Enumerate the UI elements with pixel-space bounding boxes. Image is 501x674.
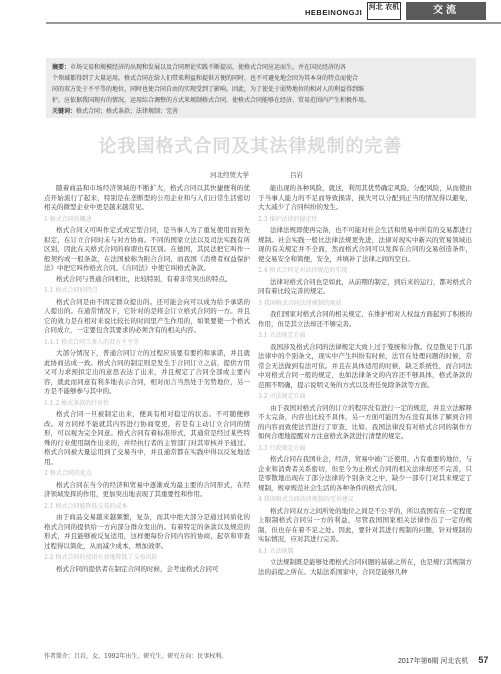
abstract-line-1 <box>52 62 346 71</box>
abstract-text: 市场交易和规模经济的出现和发展以及合同理论实践不断提高，使格式合同应运而生。并在国民经济的各 <box>70 64 347 71</box>
section-heading: 1.1.1 格式合同当事人的双方不平等 <box>44 338 140 346</box>
body-paragraph: 由于我国对格式合同的订立的程序没有进行一定的规范，并且立法解释不太完备，内容也比较不具体，另一方面可能因为在没有具体了解到合同的内容而致使法官进行了审查，比如，我国法律没有对格式合同的制作方如何合理地提醒对方注意格式条款进行清楚的规定。 <box>258 403 472 440</box>
section-heading: 1.1 格式合同的特点 <box>44 287 98 294</box>
body-paragraph: 格式合同与普通合同相比，比较特别，有着非常突出的特点。 <box>56 274 232 283</box>
body-paragraph: 我国涉及格式合同的法律规定大致上过于笼统和分散。仅是散见于几部法律中的个别条文，现实中产生纠纷有时候，法官在处理问题的时候，常常会无法做到有法可依。并且在具体适用的时候，缺乏系统性，而合同法中对格式合同一般的规定，也如法律条文的内容还不够具体，格式条款的范围不明确，提示说明义务的方式以及责任免除条款等方面。 <box>258 342 472 389</box>
body-paragraph: 格式合同是由不固定群众提出的。还可能会向可以成为给予承诺的人提出的。在通常情况下，它针对的是将会订立格式合同的一方。并且它的效力是在相对来说比较长的时间里产生作用的，如果要使一个格式合同成立，一定要包含其要求的必须含有的相关内容。 <box>44 297 250 334</box>
page-number: 57 <box>478 655 489 665</box>
body-paragraph: 法律对格式合同也是如此，从前期的制定，到后来的运行，都对格式合同有着比较完善的规定。 <box>258 277 472 295</box>
issue-label: 2017年第6期 <box>398 658 439 665</box>
section-heading: 2.3 维护法律的稳定性 <box>258 215 318 223</box>
author-name: 吕岩 <box>290 171 303 179</box>
section-tag: 交流 <box>406 2 486 20</box>
section-heading: 3.1 立法规定方面 <box>258 332 306 339</box>
author-affiliation: 河北经贸大学 <box>210 171 249 179</box>
body-paragraph: 格式合同在我国社会，经济，贸易中被广泛使用，占有重要的地位，与企业和消费者关系密切，但至今为止格式合同的相关法律却还不完善，只是零散地出现在了部分法律的个别条文之中，缺少一部专门对其来规定了规制，规章规范社会生活的各种条件的格式合同。 <box>258 455 472 492</box>
body-paragraph: 格式合同又可叫作定式或定型合同，是当事人为了重复使用而预先拟定，在订立合同时未与对方协商。不同的国家立法以及司法实践有所区别，因此在关格式合同的称谓也有区别。在德国，其民法把它叫作一般契约或一般条款，在法国被称为附合合同，而我国《消费者权益保护法》中把它叫作格式合同。《合同法》中使它叫格式条款。 <box>44 226 250 272</box>
journal-name: HEBEINONGJI <box>305 8 363 17</box>
abstract-line-2: 个领域都得到了大量运用。格式合同在给人们带来利益和提供方便的同时，也不可避免地会因为其本身的特点而使合 <box>52 75 359 82</box>
right-column <box>258 184 472 578</box>
section-heading: 3 我国格式合同法律规制的现状 <box>258 299 342 307</box>
author-footnote: 作者简介：吕岩，女，1992年出生，研究生，研究方向：民事权利。 <box>44 653 228 660</box>
abstract-label: 摘要： <box>52 64 71 71</box>
body-paragraph: 格式合同在当今的经济和贸易中逐渐成为最主要的合同形式，在经济领域发挥的作用，更加突出地表现了其重要性和作用。 <box>44 480 250 498</box>
section-heading: 2.1 格式合同能降低交易的成本 <box>44 502 128 510</box>
page-header <box>0 0 501 62</box>
page-footer <box>398 655 488 666</box>
body-paragraph: 大部分情况下，普通合同订立的过程应该要有要约和承诺，并且就此协商达成一致。格式合同的制定则是发生于合同订立之前，提供方用又可力求预拟定出的意思表达了出来，并且规定了合同全部或主要内容，就此而同意有利多地表示合同，相对而言当然处于劣势地位，另一方是不能够参与其中的。 <box>44 349 250 395</box>
journal-logo: 河北 农机 <box>367 2 401 20</box>
body-paragraph: 格式合同一旦被制定出来，便具有相对稳定的状态。不可随便修改。对方同样不能就其内容进行协商变更，若是有主动订立合同的情形，可以视为完全同意。格式合同有着标准形式，其通常是经过某些特殊的行业使用制作出来的，并经执行者的主管部门对其审核并予通过。格式合同被大量运用到了交易当中，并且通常都在实践中得以反复地适用。 <box>44 410 250 466</box>
body-paragraph: 由于商品交易越来越频繁，复杂，而其中绝大部分是通过同质化的格式合同的提供给一方向部分群众发出的。有着特定的条款以及规范的形式，并且能够被反复适用，这样便每份合同内容的协商，起草和审查过程得以简化，从而减少成本，增加效率。 <box>44 513 250 550</box>
keywords-line <box>52 106 178 115</box>
abstract-line-4: 护，应依据我国现有的情况，运用综合调整的方式来规制格式合同，使格式合同能够在经济、贸易范围内产生积极作用。 <box>52 97 371 104</box>
body-paragraph: 法律法规即使再完备，也不可能对社会生活和贸易中所有的交易都进行规制。社会实践一般比法律法规更先进，法律对现实中新兴的贸易领域出现的有关规定并不全面，然而格式合同可以发挥在合同的交易创造条件，使交易安全和简便，安全，并填补了法律之间的空白。 <box>258 226 472 263</box>
section-heading: 2.4 格式合同是对法律规范的实现 <box>258 267 348 274</box>
article-title: 论我国格式合同及其法律规制的完善 <box>98 136 403 157</box>
section-heading: 4.1 立法规制 <box>258 547 294 555</box>
section-heading: 1.1.2 格式条款的针对性 <box>44 399 110 407</box>
section-heading: 3.3 行政规定方面 <box>258 444 306 452</box>
section-heading: 4 我国格式合同法律规制的完善建议 <box>258 496 354 503</box>
left-column <box>44 184 250 575</box>
keywords-label: 关键词： <box>52 108 77 115</box>
body-paragraph: 格式合同的提供者在制定合同的时候，会考虑格式合同可 <box>56 564 219 573</box>
body-paragraph: 能出现的各种风险，就这，利用其优势确定风险，分配风险，从而使由于当事人能力的不足而导致损害，损失可以分配到正当的情况得以避免，大大减少了合同纠纷的发生。 <box>258 184 472 211</box>
keywords-text: 格式合同；格式条款；法律规制；完善 <box>76 108 179 115</box>
section-heading: 2.2 格式合同的使用有效地降低了交易风险 <box>44 554 158 561</box>
abstract-line-3: 同的双方处于不平等的地位，同时也使合同自由的实现受到了影响。因此，为了使处于弱势地位的相对人的利益得到维 <box>52 86 365 93</box>
body-paragraph: 立法规制既是能够处理格式合同问题的基础之所在，也是规行其规制方法的前提之所在。大陆法系国家中，合同是能够几种 <box>258 558 472 576</box>
body-paragraph: 我们国家对格式合同的相关规定，在维护相对人权益方面起到了积极的作用，但是其立法却还不够完善。 <box>258 310 472 328</box>
header-divider <box>46 22 501 24</box>
body-paragraph: 格式合同双方之间所处的地位之间是不公平的，所以我国有在一定程度上限制格式合同另一方的利益，尽管我国国家相关法律作出了一定的规制，但也存在着不足之处。因此，要针对其进行规制的问题，针对规制的实际情况，应对其进行完善。 <box>258 506 472 543</box>
section-heading: 2 格式合同的优点 <box>44 470 92 477</box>
section-heading: 3.2 司法规定方面 <box>258 393 306 400</box>
body-paragraph: 随着商品和市场经济领域的不断扩大，格式合同以其快捷便利的优点开始流行了起来，特别是在垄断型的公用企业和与人们日常生活密切相关的微型企业中更是越来越常见。 <box>44 184 250 211</box>
section-heading: 1 格式合同的概述 <box>44 215 92 223</box>
magazine-name: 河北农机 <box>440 658 469 665</box>
